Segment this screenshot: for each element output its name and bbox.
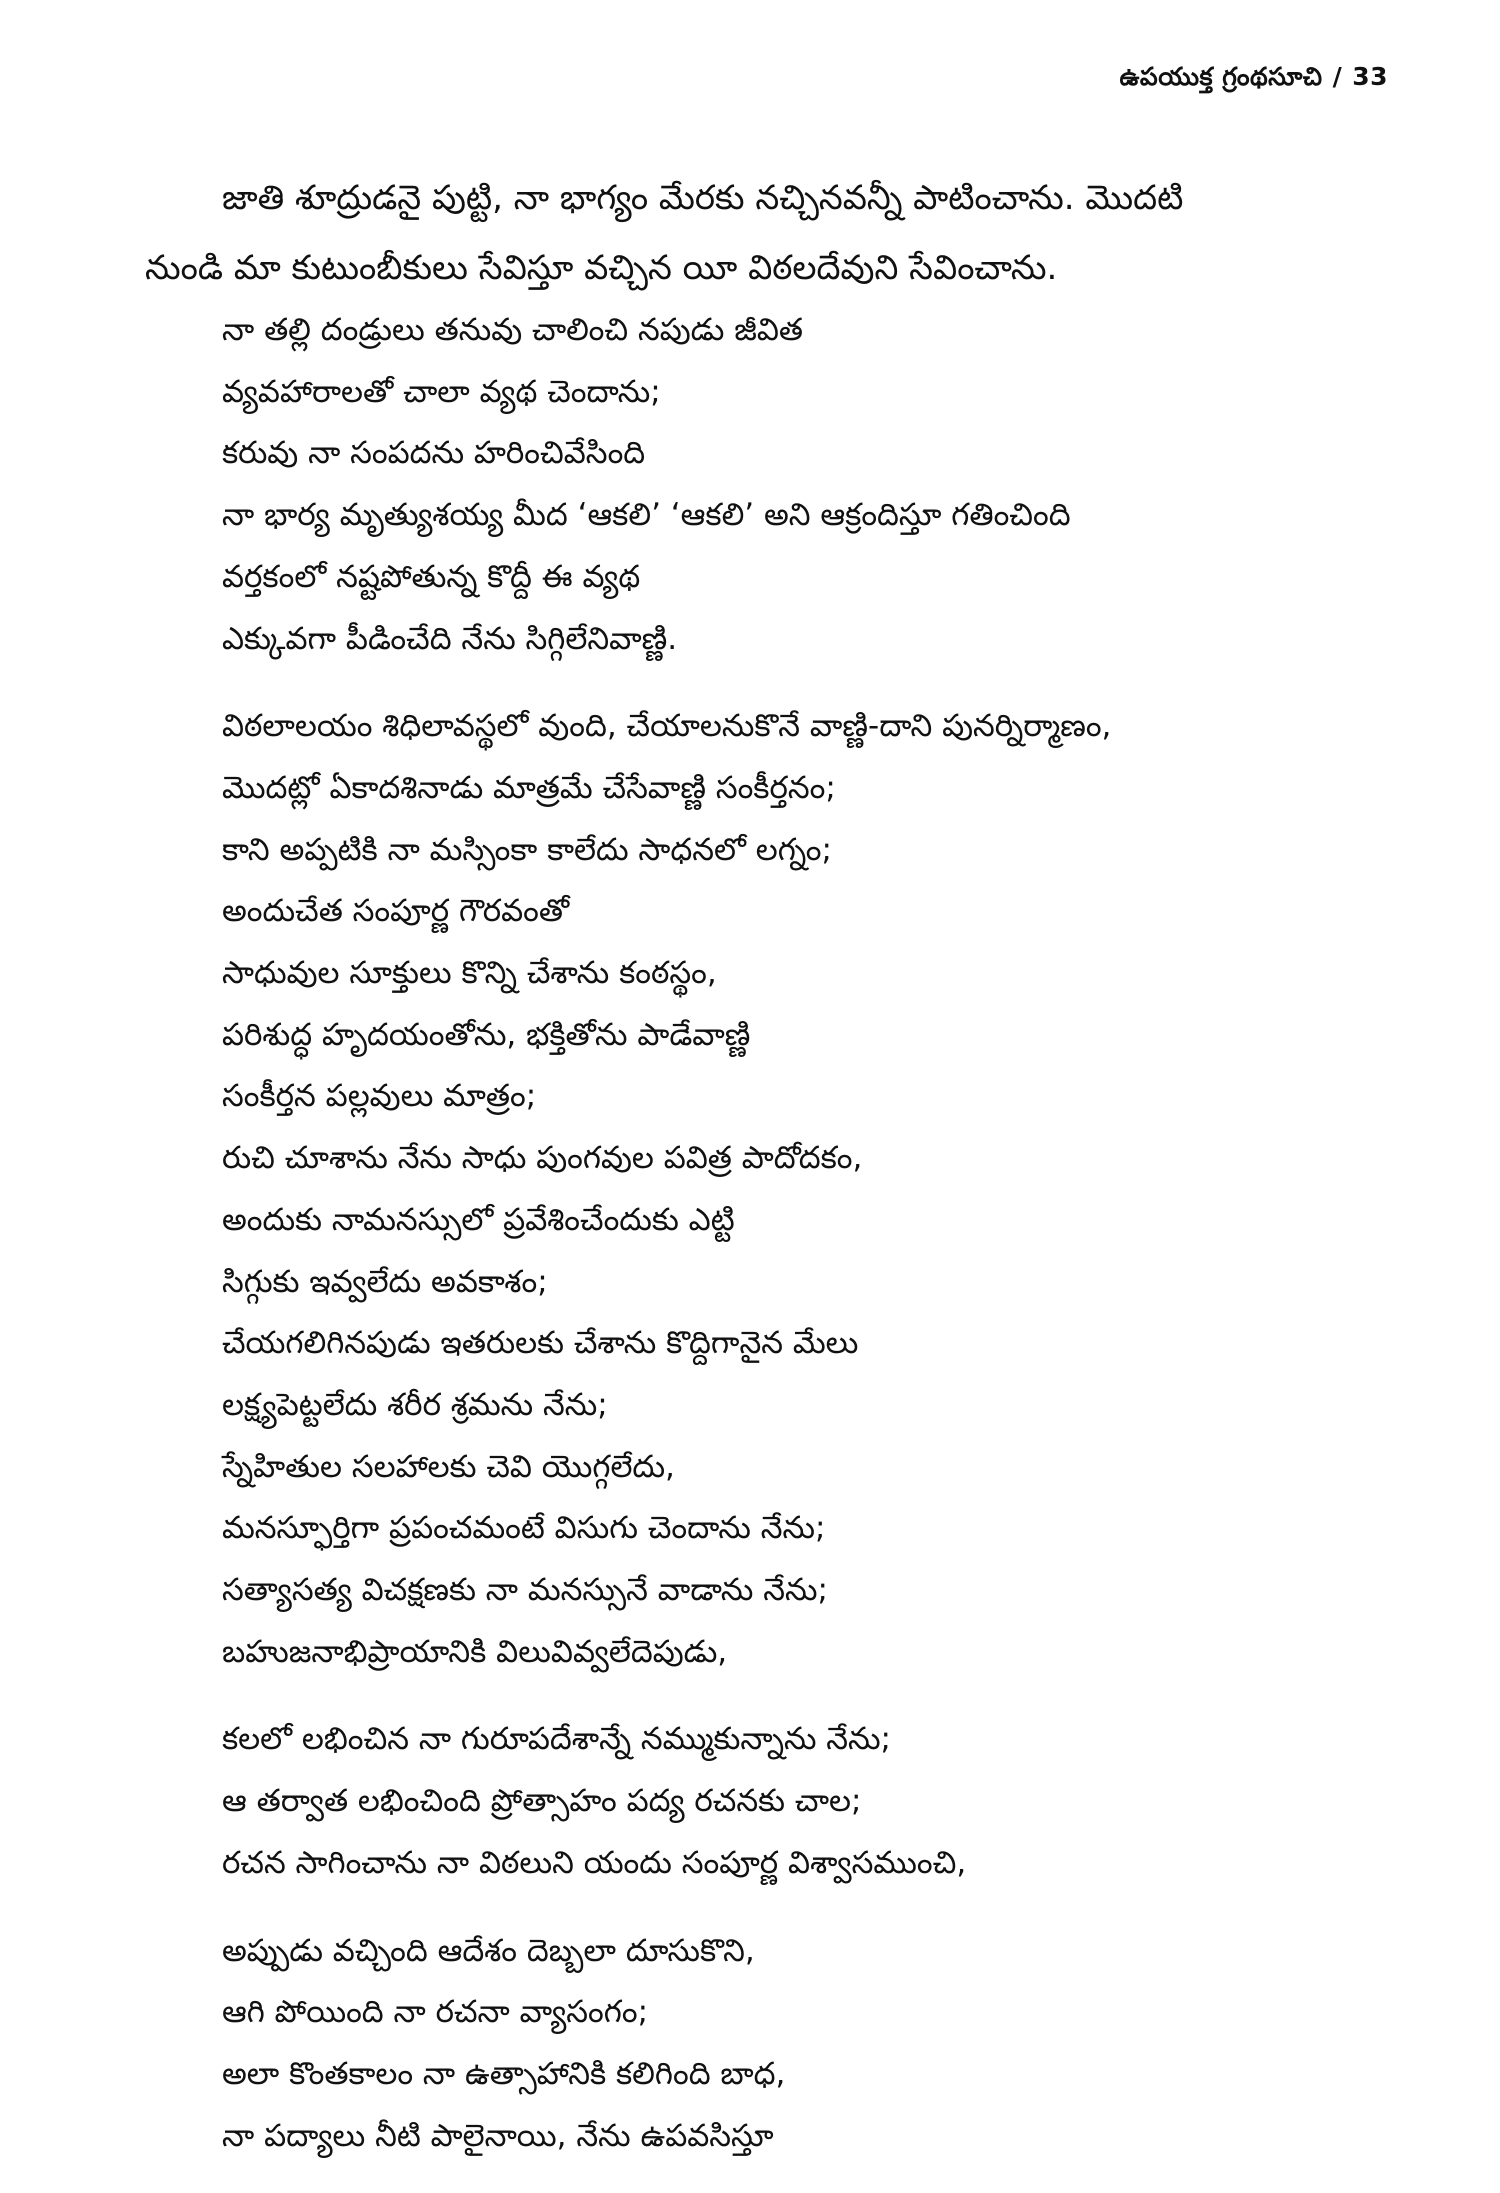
verse-line: వర్తకంలో నష్టపోతున్న కొద్దీ ఈ వ్యథ <box>222 558 641 595</box>
verse-line: అందుకు నామనస్సులో ప్రవేశించేందుకు ఎట్టి <box>222 1201 735 1238</box>
intro-line-1: జాతి శూద్రుడనై పుట్టి, నా భాగ్యం మేరకు నచ్చినవన్నీ పాటించాను. మొదటి <box>222 178 1184 218</box>
page-number: 33 <box>1352 62 1388 91</box>
stanza <box>222 696 1402 1683</box>
verse-line: పరిశుద్ధ హృదయంతోను, భక్తితోను పాడేవాణ్ణి <box>222 1016 751 1053</box>
verse-line: లక్ష్యపెట్టలేదు శరీర శ్రమను నేను; <box>222 1386 608 1423</box>
verse-line: నా తల్లి దండ్రులు తనువు చాలించి నపుడు జీవిత <box>222 312 804 348</box>
verse-line: సిగ్గుకు ఇవ్వలేదు అవకాశం; <box>222 1263 548 1300</box>
stanza <box>222 1709 1402 1894</box>
intro-line-2: నుండి మా కుటుంబీకులు సేవిస్తూ వచ్చిన యీ విఠలదేవుని సేవించాను. <box>145 248 1058 288</box>
stanza <box>222 300 1402 670</box>
intro-paragraph <box>145 163 1395 303</box>
verse-line: సత్యాసత్య విచక్షణకు నా మనస్సునే వాడాను నేను; <box>222 1572 828 1609</box>
verse-line: ఆగి పోయింది నా రచనా వ్యాసంగం; <box>222 1994 649 2031</box>
verse-line: అందుచేత సంపూర్ణ గౌరవంతో <box>222 893 570 930</box>
verse-line: బహుజనాభిప్రాయానికి విలువివ్వలేదెపుడు, <box>222 1633 728 1670</box>
verse-line: చేయగలిగినపుడు ఇతరులకు చేశాను కొద్దిగానైన మేలు <box>222 1325 859 1362</box>
verse-line: సంకీర్తన పల్లవులు మాత్రం; <box>222 1078 537 1115</box>
verse-line: ఆ తర్వాత లభించింది ప్రోత్సాహం పద్య రచనకు చాల; <box>222 1783 862 1820</box>
verse-line: వ్యవహారాలతో చాలా వ్యథ చెందాను; <box>222 373 661 410</box>
verse-line: రుచి చూశాను నేను సాధు పుంగవుల పవిత్ర పాదోదకం, <box>222 1140 863 1177</box>
verse-line: అలా కొంతకాలం నా ఉత్సాహానికి కలిగింది బాధ, <box>222 2055 786 2092</box>
header-title: ఉపయుక్త గ్రంథసూచి <box>1119 62 1323 91</box>
verse-line: నా భార్య మృత్యుశయ్య మీద ‘ఆకలి’ ‘ఆకలి’ అని ఆక్రందిస్తూ గతించింది <box>222 497 1071 534</box>
verse-line: కలలో లభించిన నా గురూపదేశాన్నే నమ్ముకున్నాను నేను; <box>222 1721 891 1758</box>
running-header <box>1119 62 1388 98</box>
verse-line: కాని అప్పటికి నా మస్సింకా కాలేదు సాధనలో లగ్నం; <box>222 831 832 868</box>
verse-line: స్నేహితుల సలహాలకు చెవి యొగ్గలేదు, <box>222 1448 675 1485</box>
verse-line: మనస్ఫూర్తిగా ప్రపంచమంటే విసుగు చెందాను నేను; <box>222 1510 826 1547</box>
verse-line: అప్పుడు వచ్చింది ఆదేశం దెబ్బలా దూసుకొని, <box>222 1932 755 1969</box>
stanza <box>222 1921 1402 2168</box>
verse-line: రచన సాగించాను నా విఠలుని యందు సంపూర్ణ విశ్వాసముంచి, <box>222 1844 967 1881</box>
verse-line: మొదట్లో ఏకాదశినాడు మాత్రమే చేసేవాణ్ణి సంకీర్తనం; <box>222 769 836 806</box>
verse-line: ఎక్కువగా పీడించేది నేను సిగ్గిలేనివాణ్ణి. <box>222 620 678 657</box>
verse-line: సాధువుల సూక్తులు కొన్ని చేశాను కంఠస్థం, <box>222 955 717 992</box>
verse-line: విఠలాలయం శిధిలావస్థలో వుంది, చేయాలనుకొనే వాణ్ణి-దాని పునర్నిర్మాణం, <box>222 708 1112 745</box>
verse-line: కరువు నా సంపదను హరించివేసింది <box>222 435 646 472</box>
verse-line: నా పద్యాలు నీటి పాలైనాయి, నేను ఉపవసిస్తూ <box>222 2117 774 2154</box>
header-separator: / <box>1332 62 1343 91</box>
verse-body <box>222 300 1402 2193</box>
